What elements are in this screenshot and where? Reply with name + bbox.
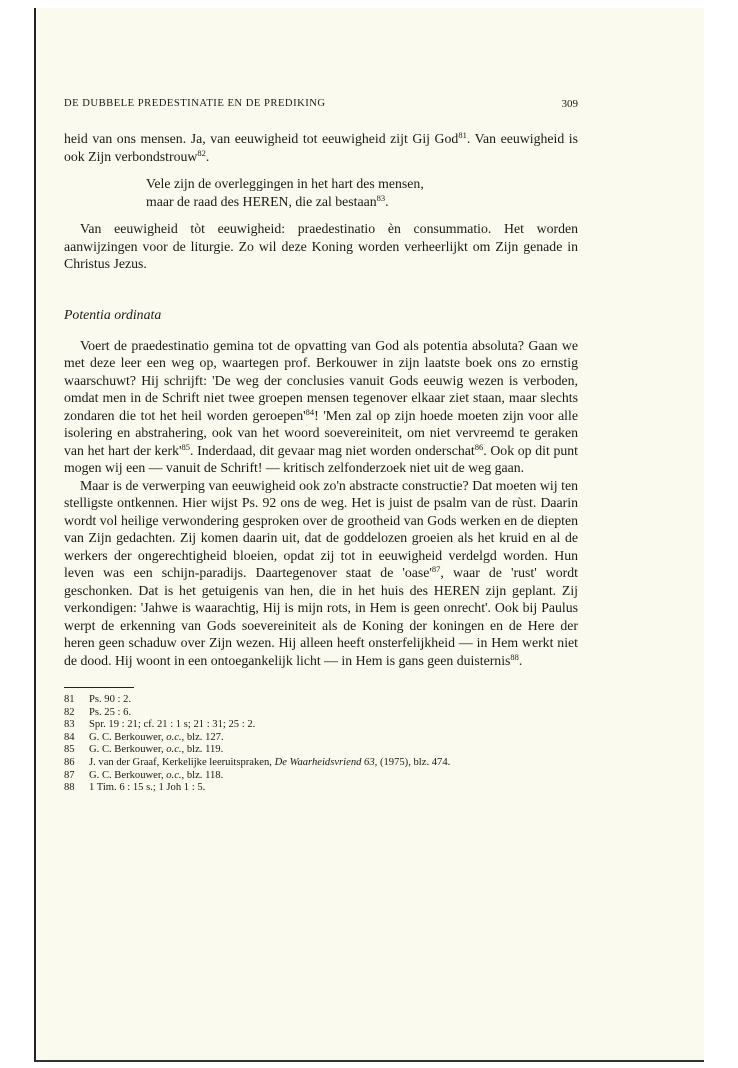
footnote: [64, 770, 578, 783]
paragraph-text: .: [518, 652, 523, 668]
footnote-number: 82: [64, 706, 75, 718]
footnote-ref-86[interactable]: 86: [474, 441, 484, 452]
paragraph-2: Van eeuwigheid tòt eeuwigheid: praedestinatio èn consummatio. Het worden aanwijzingen voor de liturgie. Zo wil deze Koning worden verheerlijkt om Zijn genade in Christus Jezus.: [64, 221, 578, 271]
page-number: 309: [561, 98, 578, 110]
footnote-ref-84[interactable]: 84: [305, 406, 315, 417]
footnotes: [64, 694, 578, 795]
paragraph-3: [64, 337, 578, 477]
footnote-ref-87[interactable]: 87: [431, 564, 441, 574]
footnote-number: 87: [64, 769, 75, 781]
footnote: [64, 744, 578, 757]
paragraph-text: Voert de praedestinatio gemina tot de opvatting van God als potentia absoluta? Gaan we met deze leer een weg op, waartegen prof. Berkouwer in zijn laatste boek ons zo ernstig waarschuwt? Hij schrijft: 'De weg der conclusies vanuit Gods eeuwig wezen is verboden, omdat men in de Schrift niet twee groepen mensen tegenover elkaar ziet staan, maar slechts zondaren die tot het heil worden geroepen': [64, 337, 578, 423]
footnote-text: Ps. 25 : 6.: [89, 706, 132, 718]
footnote-page: , blz. 119.: [181, 744, 224, 756]
footnote-author: G. C. Berkouwer,: [89, 769, 167, 781]
paragraph-text: Maar is de verwerping van eeuwigheid ook zo'n abstracte constructie? Dat moeten wij ten stelligste ontkennen. Hier wijst Ps. 92 ons de weg. Het is juist de psalm van de rùst. Daarin wordt vol heilige verwondering gesproken over de grootheid van Gods werken en de diepten van Zijn gedachten. Zij komen daarin uit, dat de goddelozen groeien als het kruid en al de werkers der ongerechtigheid bloeien, opdat zij tot in eeuwigheid verdelgd worden. Hun leven was een schijn-paradijs. Daartegenover staat de 'oase': [64, 477, 578, 580]
footnote-author: G. C. Berkouwer,: [89, 744, 167, 756]
page-content: [64, 98, 578, 795]
footnote-opcit: o.c.: [166, 731, 182, 743]
footnote: [64, 707, 578, 720]
footnote-number: 84: [64, 731, 75, 743]
footnote-number: 83: [64, 719, 75, 731]
quote-line-2: [146, 193, 578, 211]
footnote-ref-82[interactable]: 82: [197, 147, 206, 158]
footnote-ref-83[interactable]: 83: [376, 192, 386, 203]
footnote-page: (1975), blz. 474.: [377, 756, 451, 768]
footnote-number: 86: [64, 756, 75, 768]
footnote-text: [89, 770, 578, 783]
footnote-number: 81: [64, 694, 75, 705]
footnote-text: [89, 757, 578, 770]
footnote-page: , blz. 127.: [181, 731, 224, 743]
footnote-ref-88[interactable]: 88: [510, 651, 519, 662]
section-title: Potentia ordinata: [64, 306, 162, 322]
footnote-text: [89, 732, 578, 745]
footnote-journal: De Waarheidsvriend 63,: [274, 756, 378, 768]
quote-text: .: [385, 193, 389, 209]
footnote: [64, 694, 578, 707]
footnote-ref-85[interactable]: 85: [181, 441, 191, 452]
paragraph-text: heid van ons mensen. Ja, van eeuwigheid tot eeuwigheid zijt Gij God: [64, 131, 459, 146]
paragraph-4: [64, 477, 578, 670]
quote-text: maar de raad des HEREN, die zal bestaan: [146, 193, 377, 209]
running-head: [64, 98, 578, 110]
paragraph-1: [64, 130, 578, 165]
footnote-text: Spr. 19 : 21; cf. 21 : 1 s; 21 : 31; 25 : 2.: [89, 719, 256, 731]
footnote-opcit: o.c.: [166, 769, 182, 781]
paragraph-text: . Inderdaad, dit gevaar mag niet worden onderschat: [190, 442, 475, 458]
paragraph-text: ! 'Men zal op zijn hoede moeten zijn voor alle isolering en abstrahering, ook van het woord soevereiniteit, om niet vervreemd te geraken van het hart der kerk': [64, 407, 578, 458]
footnote-divider: [64, 687, 134, 688]
running-title: DE DUBBELE PREDESTINATIE EN DE PREDIKING: [64, 98, 326, 109]
footnote: [64, 719, 578, 732]
footnote: [64, 782, 578, 795]
footnote-text: Ps. 90 : 2.: [89, 694, 132, 705]
footnote-text: [89, 744, 578, 757]
footnote-number: 88: [64, 782, 75, 794]
block-quote: [146, 175, 578, 210]
footnote-author: J. van der Graaf, Kerkelijke leeruitspraken,: [89, 756, 275, 768]
footnote-opcit: o.c.: [166, 744, 182, 756]
footnote-author: G. C. Berkouwer,: [89, 731, 167, 743]
footnote: [64, 732, 578, 745]
paragraph-text: . Ook op dit punt mogen wij een — vanuit de Schrift! — kritisch zelfonderzoek niet uit de weg gaan.: [64, 442, 579, 475]
paragraph-text: . Van eeuwigheid is ook Zijn verbondstrouw: [64, 131, 578, 164]
paragraph-text: .: [205, 148, 210, 164]
footnote-number: 85: [64, 744, 75, 756]
footnote: [64, 757, 578, 770]
quote-line-1: Vele zijn de overleggingen in het hart des mensen,: [146, 176, 424, 191]
book-page: [34, 8, 704, 1062]
paragraph-text: , waar de 'rust' wordt geschonken. Dat is het getuigenis van hen, die in het huis des HEREN zijn geplant. Zij verkondigen: 'Jahwe is waarachtig, Hij is mijn rots, in Hem is geen onrecht'. Ook bij Paulus werpt de erkenning van Gods soevereiniteit als de Koning der koningen en de Here der heren geen schaduw over Zijn wezen. Hij alleen heeft onsterfelijkheid — in Hem werkt niet de dood. Hij woont in een ontoegankelijk licht — in Hem is gans geen duisternis: [64, 565, 578, 668]
footnote-ref-81[interactable]: 81: [458, 130, 467, 140]
footnote-text: 1 Tim. 6 : 15 s.; 1 Joh 1 : 5.: [89, 782, 206, 794]
footnote-page: , blz. 118.: [181, 769, 224, 781]
